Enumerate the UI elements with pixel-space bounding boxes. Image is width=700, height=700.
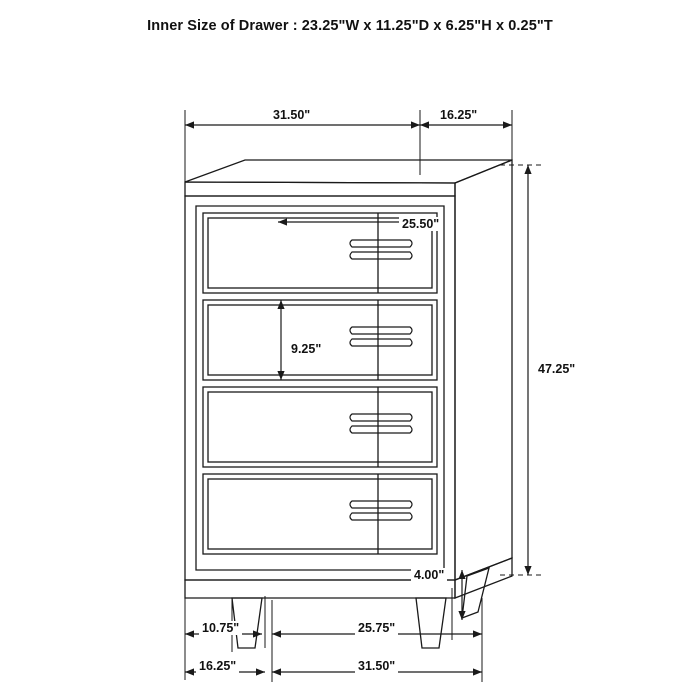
- drawer-face-3-inner: [208, 392, 432, 462]
- handle-1-right: [350, 252, 412, 259]
- dimension-lines: [185, 121, 532, 675]
- chest-right-side: [455, 160, 512, 580]
- leg-front-right: [416, 598, 446, 648]
- handle-2-right: [350, 339, 412, 346]
- drawer-face-4-inner: [208, 479, 432, 549]
- dim-label-base-total-width: 31.50": [355, 659, 398, 673]
- drawer-face-2: [203, 300, 437, 380]
- handle-4-right: [350, 513, 412, 520]
- dim-label-top-side-depth: 16.25": [437, 108, 480, 122]
- drawer-face-2-inner: [208, 305, 432, 375]
- handle-4-left: [350, 501, 412, 508]
- dim-label-base-depth: 10.75": [199, 621, 242, 635]
- handle-1-left: [350, 240, 412, 247]
- dim-label-drawer-width: 25.50": [399, 217, 442, 231]
- dim-label-base-inner-width: 25.75": [355, 621, 398, 635]
- drawer-face-3: [203, 387, 437, 467]
- page-title: Inner Size of Drawer : 23.25"W x 11.25"D x 6.25"H x 0.25"T: [147, 18, 553, 34]
- dim-label-base-side: 16.25": [196, 659, 239, 673]
- dim-label-drawer-height: 9.25": [288, 342, 324, 356]
- dim-label-total-height: 47.25": [535, 362, 578, 376]
- handle-3-right: [350, 426, 412, 433]
- dim-label-leg-height: 4.00": [411, 568, 447, 582]
- dim-label-top-front-width: 31.50": [270, 108, 313, 122]
- chest-front-face: [185, 196, 455, 580]
- chest-top-edge: [185, 182, 455, 196]
- base-rail-front: [185, 580, 455, 598]
- chest-front-inner-border: [196, 206, 444, 570]
- handle-3-left: [350, 414, 412, 421]
- drawer-face-4: [203, 474, 437, 554]
- handle-2-left: [350, 327, 412, 334]
